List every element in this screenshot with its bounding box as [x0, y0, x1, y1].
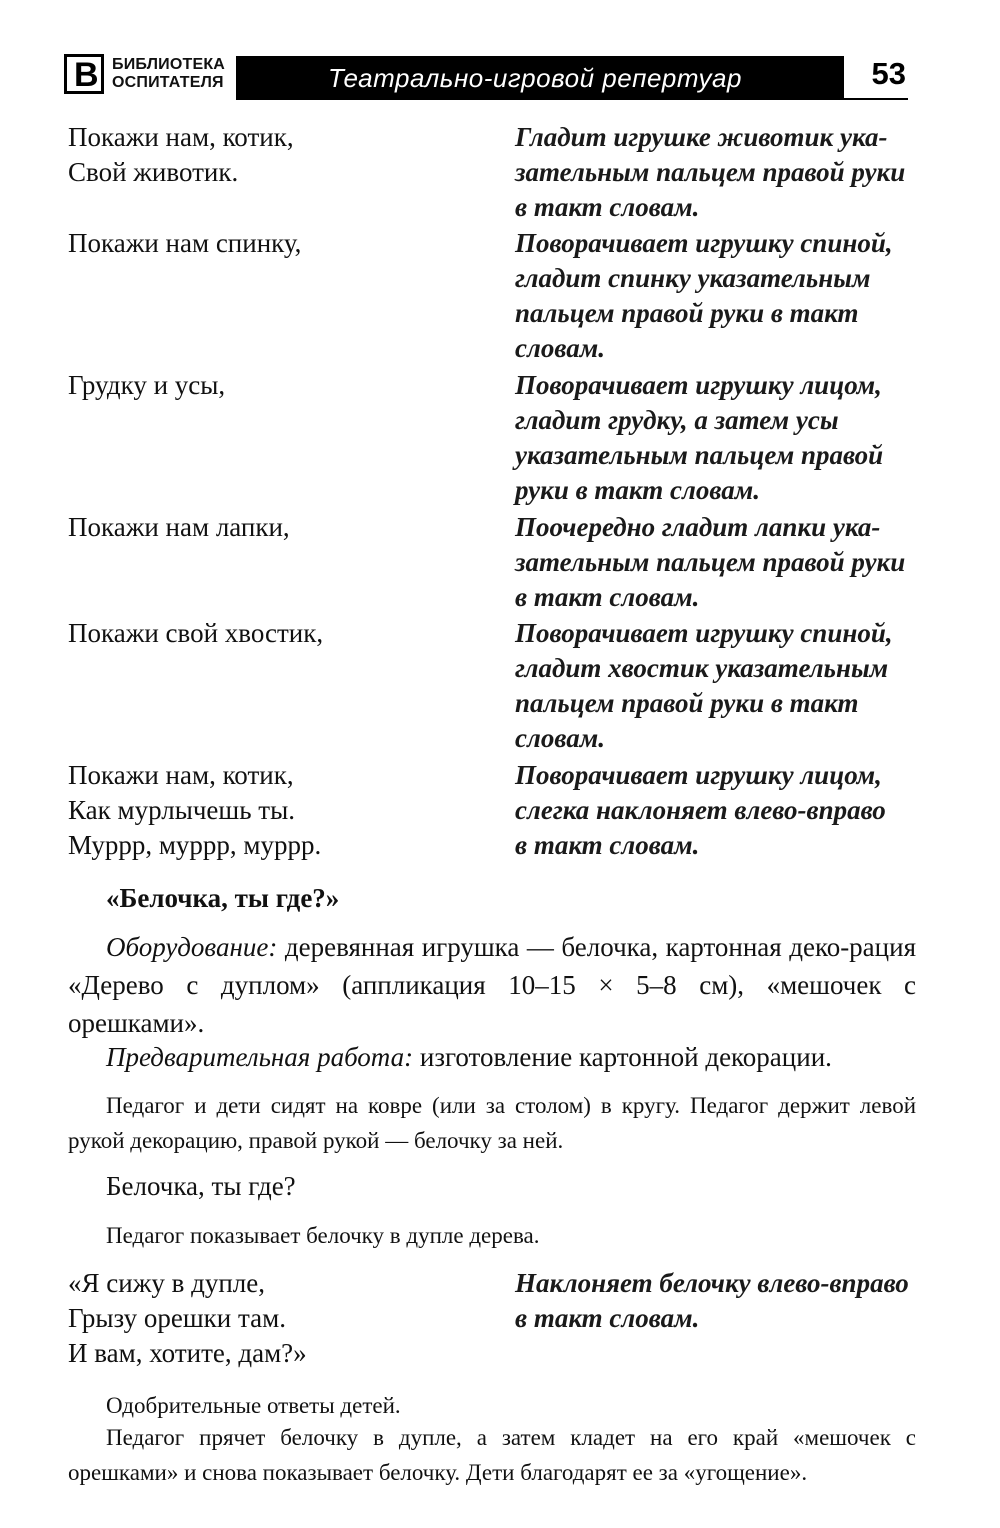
- logo-text-line1: БИБЛИОТЕКА: [112, 56, 226, 73]
- stage-direction: Поворачивает игрушку лицом, гладит грудку, а затем усы указательным пальцем правой руки в такт словам.: [515, 370, 884, 505]
- verse-line: «Я сижу в дупле, Грызу орешки там. И вам, хотите, дам?»: [68, 1268, 307, 1368]
- verse-row: [68, 1266, 918, 1372]
- stage-note: Одобрительные ответы детей.: [106, 1393, 401, 1418]
- verse-block-1: [68, 120, 918, 864]
- prep-paragraph: [68, 1038, 916, 1076]
- verse-line: Покажи нам спинку,: [68, 228, 302, 258]
- page-number-box: [844, 50, 916, 98]
- equipment-paragraph: [68, 928, 916, 1042]
- stage-direction: Гладит игрушке животик ука- зательным пальцем правой руки в такт словам.: [515, 122, 906, 222]
- stage-direction: Поочередно гладит лапки ука- зательным пальцем правой руки в такт словам.: [515, 512, 906, 612]
- verse-line: Покажи свой хвостик,: [68, 618, 324, 648]
- stage-note: Педагог показывает белочку в дупле дерева.: [106, 1223, 540, 1248]
- header-band: [236, 56, 908, 100]
- verse-line: Покажи нам, котик, Как мурлычешь ты. Муррр, муррр, муррр.: [68, 760, 322, 860]
- stage-direction: Поворачивает игрушку лицом, слегка наклоняет влево-вправо в такт словам.: [515, 760, 886, 860]
- question-line: Белочка, ты где?: [106, 1171, 296, 1201]
- verse-line: Грудку и усы,: [68, 370, 226, 400]
- stage-note: Педагог и дети сидят на ковре (или за столом) в кругу. Педагог держит левой рукой декорацию, правой рукой — белочку за ней.: [68, 1093, 916, 1153]
- series-logo: [64, 50, 236, 100]
- stage-direction: Наклоняет белочку влево-вправо в такт словам.: [515, 1268, 909, 1333]
- equipment-text: деревянная игрушка — белочка, картонная деко-рация «Дерево с дуплом» (аппликация 10–15 × 5–8 см), «мешочек с орешками».: [68, 932, 916, 1038]
- verse-row: [68, 226, 918, 368]
- stage-note: Педагог прячет белочку в дупле, а затем кладет на его край «мешочек с орешками» и снова показывает белочку. Дети благодарят ее за «угощение».: [68, 1425, 916, 1485]
- section-title: Театрально-игровой репертуар: [328, 63, 742, 93]
- verse-row: [68, 120, 918, 226]
- logo-letter: В: [74, 56, 99, 94]
- equipment-label: Оборудование:: [106, 932, 278, 962]
- verse-row: [68, 758, 918, 864]
- page-number: 53: [871, 56, 906, 91]
- game-title: «Белочка, ты где?»: [106, 883, 340, 913]
- page-header: [64, 50, 916, 100]
- verse-line: Покажи нам, котик, Свой животик.: [68, 122, 294, 187]
- logo-letter-box: [64, 54, 104, 94]
- verse-line: Покажи нам лапки,: [68, 512, 290, 542]
- prep-text: изготовление картонной декорации.: [413, 1042, 832, 1072]
- logo-text-line2: ОСПИТАТЕЛЯ: [112, 74, 224, 91]
- prep-label: Предварительная работа:: [106, 1042, 414, 1072]
- verse-row: [68, 368, 918, 510]
- verse-block-2: [68, 1266, 918, 1372]
- verse-row: [68, 510, 918, 616]
- stage-direction: Поворачивает игрушку спиной, гладит спинку указательным пальцем правой руки в такт словам.: [515, 228, 893, 363]
- stage-direction: Поворачивает игрушку спиной, гладит хвостик указательным пальцем правой руки в такт словам.: [515, 618, 893, 753]
- verse-row: [68, 616, 918, 758]
